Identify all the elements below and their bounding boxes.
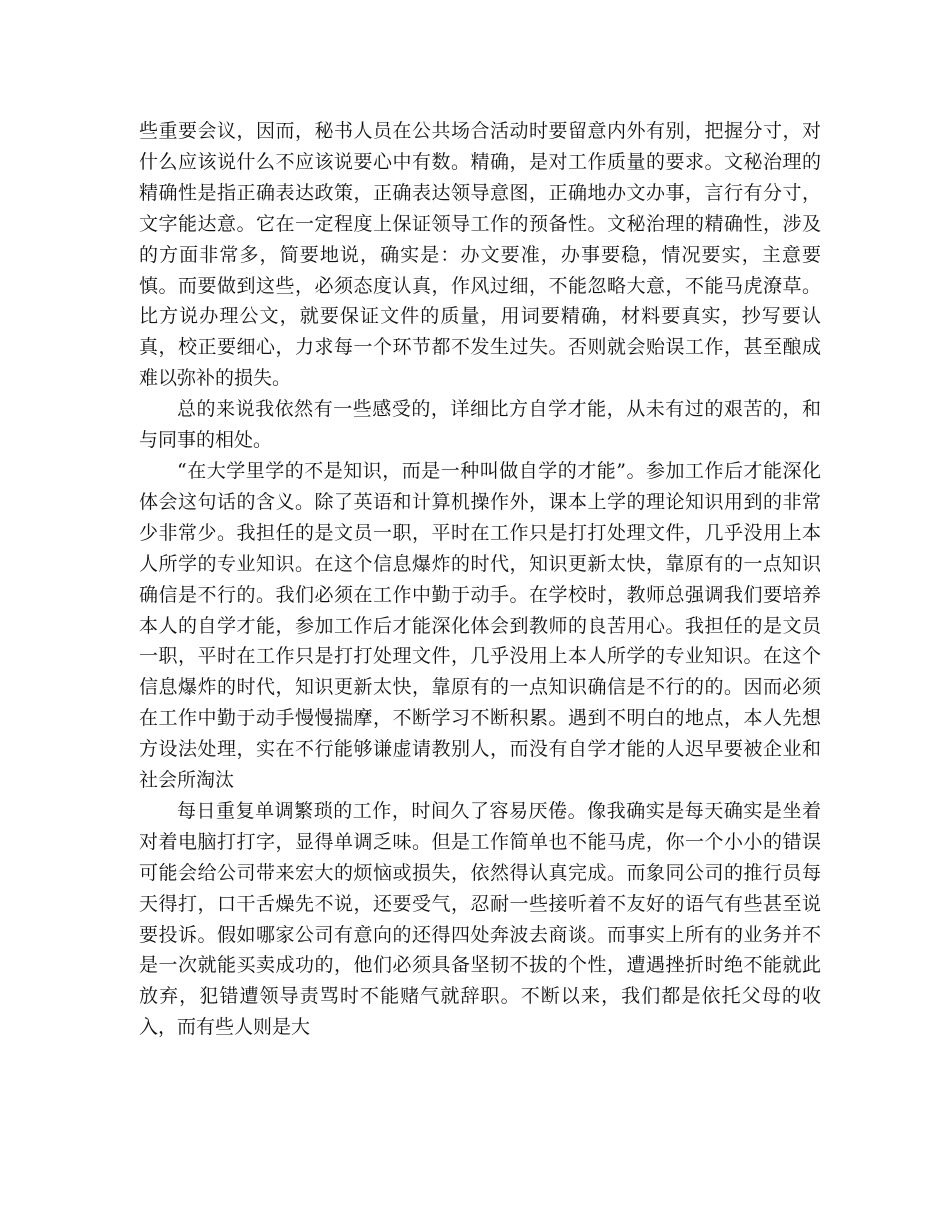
paragraph-2: 总的来说我依然有一些感受的，详细比方自学才能，从未有过的艰苦的，和与同事的相处。 [139, 398, 821, 452]
paragraph-1: 些重要会议，因而，秘书人员在公共场合活动时要留意内外有别，把握分寸，对什么应该说什么不应该说要心中有数。精确，是对工作质量的要求。文秘治理的精确性是指正确表达政策，正确表达领导意图，正确地办文办事，言行有分寸，文字能达意。它在一定程度上保证领导工作的预备性。文秘治理的精确性，涉及的方面非常多，简要地说，确实是：办文要准，办事要稳，情况要实，主意要慎。而要做到这些，必须态度认真，作风过细，不能忽略大意，不能马虎潦草。比方说办理公文，就要保证文件的质量，用词要精确，材料要真实，抄写要认真，校正要细心，力求每一个环节都不发生过失。否则就会贻误工作，甚至酿成难以弥补的损失。 [139, 120, 821, 390]
document-body [139, 116, 821, 1043]
paragraph-4: 每日重复单调繁琐的工作，时间久了容易厌倦。像我确实是每天确实是坐着对着电脑打打字，显得单调乏味。但是工作简单也不能马虎，你一个小小的错误可能会给公司带来宏大的烦恼或损失，依然得认真完成。而象同公司的推行员每天得打，口干舌燥先不说，还要受气，忍耐一些接听着不友好的语气有些甚至说要投诉。假如哪家公司有意向的还得四处奔波去商谈。而事实上所有的业务并不是一次就能买卖成功的，他们必须具备坚韧不拔的个性，遭遇挫折时绝不能就此放弃，犯错遭领导责骂时不能赌气就辞职。不断以来，我们都是依托父母的收入，而有些人则是大 [139, 799, 821, 1039]
paragraph-3: “在大学里学的不是知识，而是一种叫做自学的才能”。参加工作后才能深化体会这句话的含义。除了英语和计算机操作外，课本上学的理论知识用到的非常少非常少。我担任的是文员一职，平时在工作只是打打处理文件，几乎没用上本人所学的专业知识。在这个信息爆炸的时代，知识更新太快，靠原有的一点知识确信是不行的。我们必须在工作中勤于动手。在学校时，教师总强调我们要培养本人的自学才能，参加工作后才能深化体会到教师的良苦用心。我担任的是文员一职，平时在工作只是打打处理文件，几乎没用上本人所学的专业知识。在这个信息爆炸的时代，知识更新太快，靠原有的一点知识确信是不行的的。因而必须在工作中勤于动手慢慢揣摩，不断学习不断积累。遇到不明白的地点，本人先想方设法处理，实在不行能够谦虚请教别人，而没有自学才能的人迟早要被企业和社会所淘汰 [139, 459, 821, 792]
